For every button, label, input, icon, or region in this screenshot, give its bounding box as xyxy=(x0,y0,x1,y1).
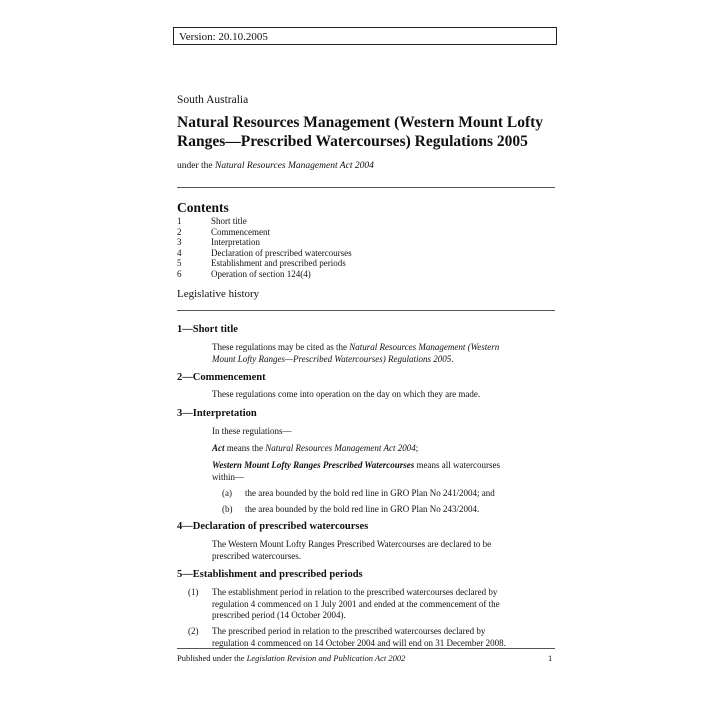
s1-prefix: These regulations may be cited as the xyxy=(212,342,350,352)
wml-def-2: within— xyxy=(212,471,245,482)
s4-line-2: prescribed watercourses. xyxy=(212,550,301,561)
term-act: Act xyxy=(212,443,225,453)
enabling-act-line xyxy=(177,161,374,171)
act-mid: means the xyxy=(224,443,266,453)
footer-act: Legislation Revision and Publication Act 2002 xyxy=(246,653,406,663)
enabling-act-name: Natural Resources Management Act 2004 xyxy=(215,161,374,171)
toc-title: Operation of section 124(4) xyxy=(211,268,311,279)
section-3-intro: In these regulations— xyxy=(212,426,292,436)
subsection-2-text xyxy=(212,626,557,649)
item-text-a: the area bounded by the bold red line in GRO Plan No 241/2004; and xyxy=(245,488,495,498)
s5-2-line-1: The prescribed period in relation to the prescribed watercourses declared by xyxy=(212,626,486,636)
toc-item[interactable] xyxy=(177,269,557,280)
toc-title: Short title xyxy=(211,216,247,226)
s5-1-line-2: regulation 4 commenced on 1 July 2001 and ended at the commencement of the xyxy=(212,598,500,609)
legislative-history-link[interactable]: Legislative history xyxy=(177,288,260,300)
toc-number: 4 xyxy=(177,247,182,258)
section-heading-short-title: 1—Short title xyxy=(177,324,238,335)
s5-2-line-2: regulation 4 commenced on 14 October 2004 and will end on 31 December 2008. xyxy=(212,637,506,648)
section-heading-declaration: 4—Declaration of prescribed watercourses xyxy=(177,521,369,532)
section-heading-interpretation: 3—Interpretation xyxy=(177,408,257,419)
section-4-text xyxy=(212,539,557,562)
toc-number: 6 xyxy=(177,268,182,279)
s4-line-1: The Western Mount Lofty Ranges Prescribed Watercourses are declared to be xyxy=(212,539,492,549)
s1-italic-1: Natural Resources Management (Western xyxy=(349,342,500,352)
term-watercourses: Western Mount Lofty Ranges Prescribed Watercourses xyxy=(212,460,415,470)
section-2-text: These regulations come into operation on the day on which they are made. xyxy=(212,389,481,399)
version-box xyxy=(173,27,557,45)
toc-number: 3 xyxy=(177,237,182,248)
version-label: Version: 20.10.2005 xyxy=(179,31,268,43)
section-heading-commencement: 2—Commencement xyxy=(177,372,266,383)
toc-number: 5 xyxy=(177,258,182,269)
subsection-number-1: (1) xyxy=(188,587,199,597)
document-title: Natural Resources Management (Western Mount Lofty Ranges—Prescribed Watercourses) Regulations 2005 xyxy=(177,114,544,150)
item-label-a: (a) xyxy=(222,488,232,498)
toc-title: Establishment and prescribed periods xyxy=(211,258,346,269)
act-name: Natural Resources Management Act 2004 xyxy=(265,443,416,453)
toc-item[interactable] xyxy=(177,216,557,227)
jurisdiction: South Australia xyxy=(177,94,249,106)
toc-title: Commencement xyxy=(211,226,270,237)
footer-divider xyxy=(177,648,555,649)
toc-title: Interpretation xyxy=(211,237,260,248)
toc-number: 2 xyxy=(177,226,182,237)
toc-item[interactable] xyxy=(177,258,557,269)
s1-suffix: . xyxy=(451,353,454,364)
enabling-act-prefix: under the xyxy=(177,161,215,171)
toc-item[interactable] xyxy=(177,248,557,259)
definition-act xyxy=(212,443,557,455)
contents-heading: Contents xyxy=(177,200,229,215)
toc-item[interactable] xyxy=(177,227,557,238)
divider xyxy=(177,310,555,311)
item-label-b: (b) xyxy=(222,504,233,514)
section-1-text xyxy=(212,342,557,365)
divider xyxy=(177,187,555,188)
item-text-b: the area bounded by the bold red line in GRO Plan No 243/2004. xyxy=(245,504,480,514)
wml-def-1: means all watercourses xyxy=(414,460,500,470)
table-of-contents xyxy=(177,216,557,280)
toc-item[interactable] xyxy=(177,237,557,248)
s5-1-line-3: prescribed period (14 October 2004). xyxy=(212,610,346,620)
section-heading-establishment: 5—Establishment and prescribed periods xyxy=(177,569,363,580)
definition-watercourses xyxy=(212,460,557,483)
page-number: 1 xyxy=(548,653,553,663)
act-end: ; xyxy=(415,443,419,453)
s5-1-line-1: The establishment period in relation to the prescribed watercourses declared by xyxy=(212,587,498,597)
subsection-1-text xyxy=(212,587,557,622)
footer-text xyxy=(177,653,405,663)
subsection-number-2: (2) xyxy=(188,626,199,636)
s1-italic-2: Mount Lofty Ranges—Prescribed Watercourses) Regulations 2005 xyxy=(212,353,452,364)
toc-number: 1 xyxy=(177,216,182,226)
toc-title: Declaration of prescribed watercourses xyxy=(211,247,352,258)
footer-prefix: Published under the xyxy=(177,653,247,663)
